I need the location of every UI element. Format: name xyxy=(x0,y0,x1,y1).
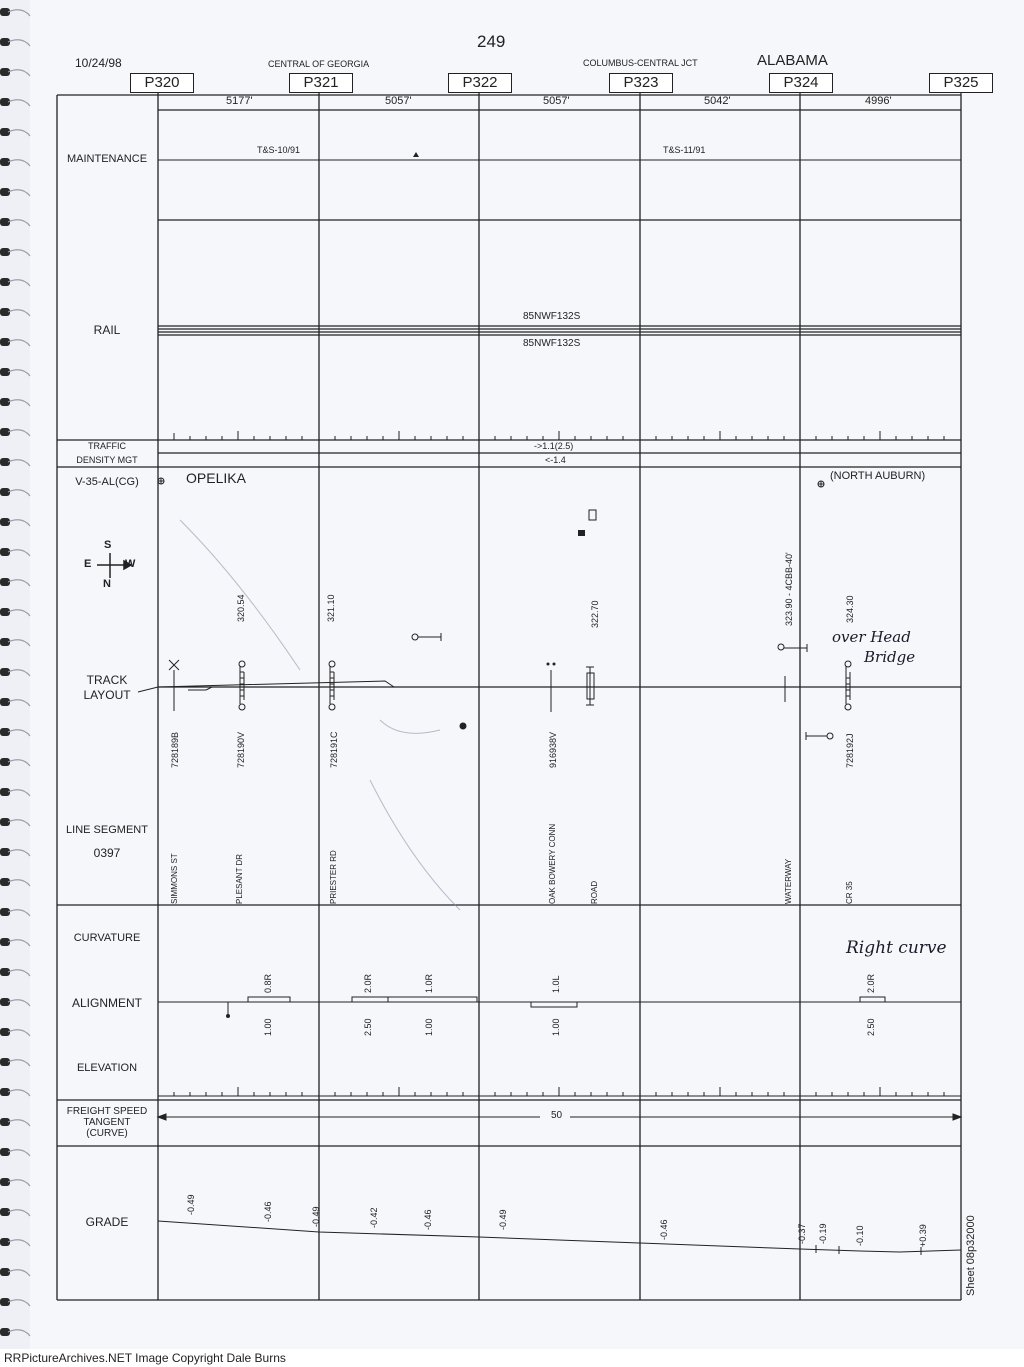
milepost-p325: P325 xyxy=(929,73,993,93)
crossing-id: 916938V xyxy=(548,731,558,768)
track-milepost: 324.30 xyxy=(845,595,855,623)
grade-value: -0.10 xyxy=(855,1225,865,1246)
handwritten-bridge: Bridge xyxy=(864,648,916,666)
row-label-grade: GRADE xyxy=(85,1215,129,1229)
compass-north: N xyxy=(103,578,111,590)
track-milepost: 320.54 xyxy=(236,594,246,622)
grade-value: -0.19 xyxy=(818,1223,828,1244)
handwritten-overhead: over Head xyxy=(832,628,911,646)
sheet-id: Sheet 08p32000 xyxy=(965,1215,977,1296)
elevation-value: 2.50 xyxy=(866,1018,876,1036)
row-label-elevation: ELEVATION xyxy=(76,1062,138,1074)
image-copyright-footer: RRPictureArchives.NET Image Copyright Dale Burns xyxy=(0,1349,1024,1367)
crossing-id: 728190V xyxy=(236,731,246,768)
grade-value: -0.37 xyxy=(797,1223,807,1244)
elevation-value: 1.00 xyxy=(551,1018,561,1036)
elevation-value: 1.00 xyxy=(424,1018,434,1036)
row-label-traffic: TRAFFIC xyxy=(88,441,126,451)
grade-value: -0.42 xyxy=(369,1207,379,1228)
rail-spec: 85NWF132S xyxy=(523,338,581,349)
grade-value: -0.49 xyxy=(186,1194,196,1215)
row-label-station: V-35-AL(CG) xyxy=(75,476,139,488)
curve-value: 1.0R xyxy=(424,973,434,993)
road-name: ROAD xyxy=(590,880,599,904)
grade-value: -0.49 xyxy=(311,1206,321,1227)
segment-length: 4996' xyxy=(865,95,892,107)
grade-value: -0.49 xyxy=(498,1209,508,1230)
crossing-id: 728189B xyxy=(170,731,180,768)
sheet-date: 10/24/98 xyxy=(75,56,122,70)
track-milepost: 322.70 xyxy=(590,600,600,628)
freight-speed: 50 xyxy=(548,1110,565,1121)
milepost-p321: P321 xyxy=(289,73,353,93)
traffic-density: <-1.4 xyxy=(545,455,566,465)
page-number: 249 xyxy=(477,32,506,51)
crossing-id: 728191C xyxy=(329,731,339,768)
curve-value: 1.0L xyxy=(551,975,561,993)
grade-value: -0.46 xyxy=(263,1201,273,1222)
road-name: PLESANT DR xyxy=(235,853,244,904)
crossing-id: 728192J xyxy=(845,733,855,768)
row-label-line-segment: LINE SEGMENT xyxy=(66,824,148,836)
grade-value: -0.46 xyxy=(659,1219,669,1240)
segment-length: 5057' xyxy=(385,95,412,107)
milepost-p324: P324 xyxy=(769,73,833,93)
curve-value: 0.8R xyxy=(263,973,273,993)
segment-length: 5177' xyxy=(226,95,253,107)
station-opelika: OPELIKA xyxy=(186,470,246,486)
elevation-value: 1.00 xyxy=(263,1018,273,1036)
milepost-p323: P323 xyxy=(609,73,673,93)
row-label-tangent: TANGENT xyxy=(83,1117,131,1128)
row-label-density: DENSITY MGT xyxy=(76,455,138,465)
road-name: OAK BOWERY CONN xyxy=(548,823,557,904)
row-label-track: TRACK xyxy=(86,673,128,687)
row-label-curve: (CURVE) xyxy=(86,1128,128,1139)
maintenance-entry: T&S-11/91 xyxy=(663,145,706,155)
road-name: PRIESTER RD xyxy=(329,850,338,904)
location-central-of-georgia: CENTRAL OF GEORGIA xyxy=(268,59,370,69)
road-name: SIMMONS ST xyxy=(170,853,179,904)
state-name: ALABAMA xyxy=(757,52,828,69)
milepost-p322: P322 xyxy=(448,73,512,93)
row-label-alignment: ALIGNMENT xyxy=(71,996,142,1010)
row-label-rail: RAIL xyxy=(93,323,121,337)
compass-west: W xyxy=(125,558,136,570)
maintenance-entry: T&S-10/91 xyxy=(257,145,301,155)
station-north-auburn: (NORTH AUBURN) xyxy=(830,470,926,482)
segment-length: 5042' xyxy=(704,95,731,107)
curve-value: 2.0R xyxy=(363,973,373,993)
handwritten-right-curve: Right curve xyxy=(846,938,947,958)
row-label-layout: LAYOUT xyxy=(83,688,131,702)
track-milepost: 323.90 - 4CBB-40' xyxy=(784,552,794,626)
compass-south: S xyxy=(104,539,112,551)
road-name: WATERWAY xyxy=(784,858,793,904)
road-name: CR 35 xyxy=(845,881,854,904)
row-label-curvature: CURVATURE xyxy=(73,932,141,944)
line-segment-number: 0397 xyxy=(93,846,121,860)
milepost-p320: P320 xyxy=(130,73,194,93)
grade-value: +0.39 xyxy=(918,1224,928,1247)
track-milepost: 321.10 xyxy=(326,594,336,622)
row-label-maintenance: MAINTENANCE xyxy=(66,153,148,165)
compass-east: E xyxy=(84,558,92,570)
rail-spec: 85NWF132S xyxy=(523,311,581,322)
row-label-freight-speed: FREIGHT SPEED xyxy=(66,1106,148,1117)
curve-value: 2.0R xyxy=(866,973,876,993)
segment-length: 5057' xyxy=(543,95,570,107)
location-columbus-central-jct: COLUMBUS-CENTRAL JCT xyxy=(583,58,698,68)
traffic-density: ->1.1(2.5) xyxy=(534,441,574,451)
grade-value: -0.46 xyxy=(423,1209,433,1230)
elevation-value: 2.50 xyxy=(363,1018,373,1036)
